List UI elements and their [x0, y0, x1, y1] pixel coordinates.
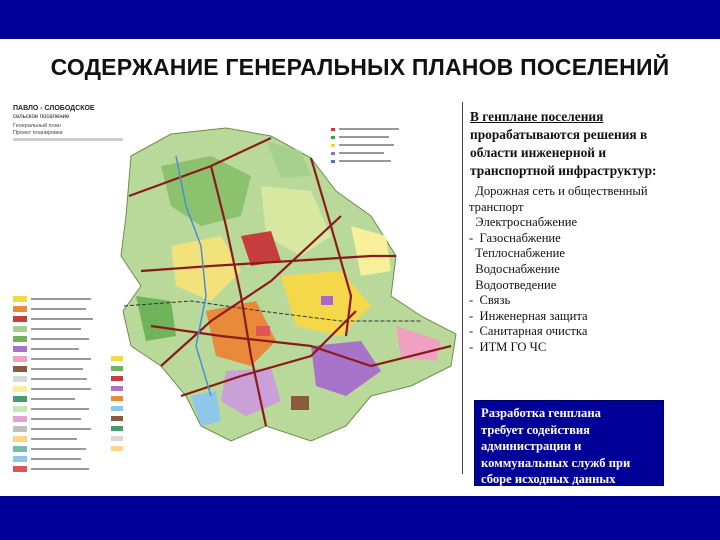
map-heading-1: ПАВЛО - СЛОБОДСКОЕ: [13, 105, 95, 112]
top-band: [0, 0, 720, 39]
intro-line-1: В генплане поселения: [470, 109, 604, 124]
bottom-band: [0, 496, 720, 540]
intro-line-2: прорабатываются решения в: [470, 127, 648, 142]
note-box: [474, 400, 664, 486]
general-plan-map: [11, 96, 461, 486]
list-item: - ИТМ ГО ЧС: [469, 339, 547, 354]
list-item: - Связь: [469, 293, 511, 308]
list-item: Дорожная сеть и общественный: [469, 184, 648, 198]
intro-block: [470, 108, 702, 180]
map-header-rule: [13, 138, 123, 141]
infrastructure-list: [469, 184, 709, 356]
list-item: Водоотведение: [469, 277, 557, 292]
intro-line-3: области инженерной и: [470, 145, 607, 160]
content-divider: [462, 102, 463, 474]
list-item: Электроснабжение: [469, 215, 578, 230]
list-item: - Санитарная очистка: [469, 324, 588, 339]
list-item: - Инженерная защита: [469, 308, 588, 323]
map-heading-2: сельское поселение: [13, 114, 70, 120]
note-line-1: Разработка генплана: [481, 406, 601, 420]
list-item: - Газоснабжение: [469, 230, 561, 245]
list-item: транспорт: [469, 199, 524, 214]
note-line-4: коммунальных служб при: [481, 455, 631, 470]
list-item: Теплоснабжение: [469, 246, 565, 261]
note-line-2: требует содействия: [481, 422, 590, 437]
note-line-5: сборе исходных данных: [481, 472, 616, 486]
intro-line-4: транспортной инфраструктур:: [470, 163, 657, 178]
note-line-3: администрации и: [481, 439, 582, 453]
list-item: Водоснабжение: [469, 261, 560, 276]
map-subtitle-2: Проект планировки: [13, 130, 63, 136]
slide-title: СОДЕРЖАНИЕ ГЕНЕРАЛЬНЫХ ПЛАНОВ ПОСЕЛЕНИЙ: [50, 54, 670, 80]
map-subtitle-1: Генеральный план: [13, 123, 61, 129]
